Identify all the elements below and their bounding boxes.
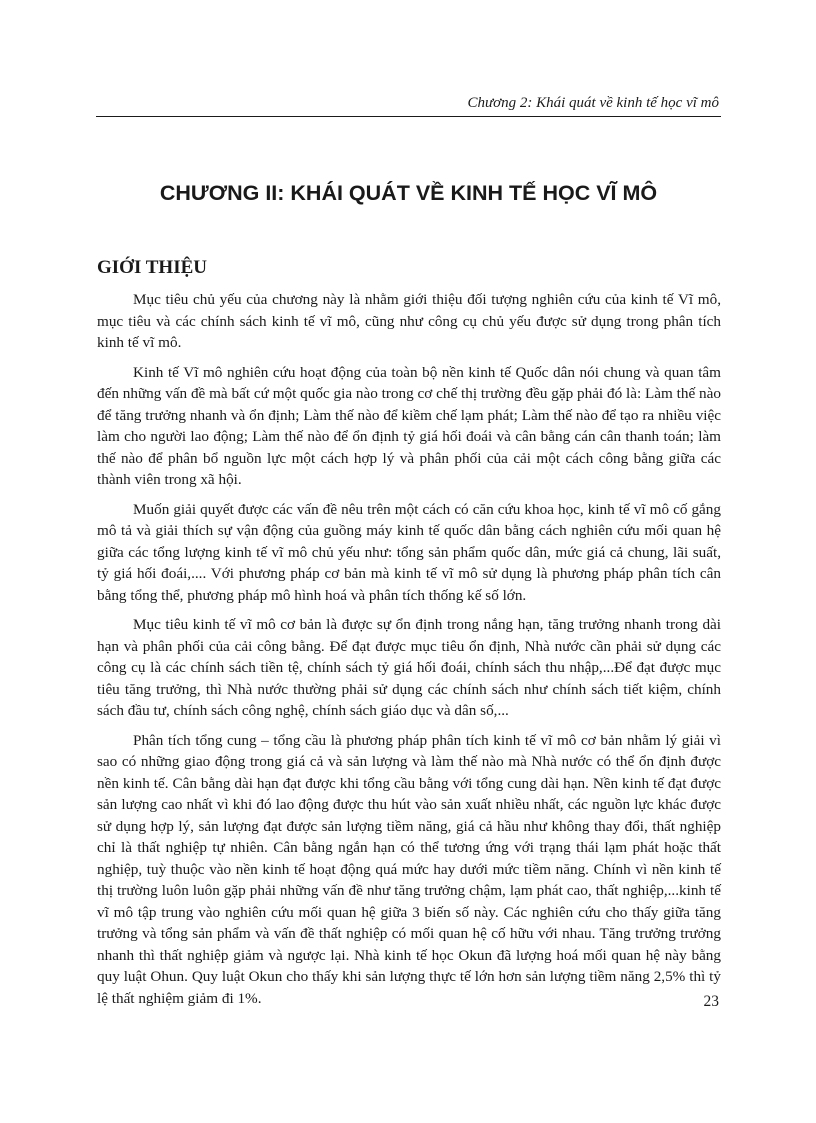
section-heading: GIỚI THIỆU	[97, 257, 207, 278]
running-header-title: Chương 2: Khái quát về kinh tế học vĩ mô	[467, 95, 719, 111]
body-text	[97, 289, 721, 1017]
paragraph: Kinh tế Vĩ mô nghiên cứu hoạt động của toàn bộ nền kinh tế Quốc dân nói chung và quan tâm đến những vấn đề mà bất cứ một quốc gia nào trong cơ chế thị trường đều gặp phải đó là: Làm thế nào để tăng trưởng nhanh và ổn định; Làm thế nào để kiềm chế lạm phát; Làm thế nào để tạo ra nhiều việc làm cho người lao động; Làm thế nào để ổn định tỷ giá hối đoái và cân bằng cán cân thanh toán; làm thế nào để phân bổ nguồn lực một cách hợp lý và phân phối của cải một cách công bằng giữa các thành viên trong xã hội.	[97, 363, 721, 488]
paragraph: Mục tiêu chủ yếu của chương này là nhằm giới thiệu đối tượng nghiên cứu của kinh tế Vĩ mô, mục tiêu và các chính sách kinh tế vĩ mô, cũng như công cụ chủ yếu được sử dụng trong phân tích kinh tế vĩ mô.	[97, 291, 721, 351]
header-divider	[96, 116, 721, 117]
chapter-title: CHƯƠNG II: KHÁI QUÁT VỀ KINH TẾ HỌC VĨ MÔ	[159, 181, 658, 205]
paragraph: Mục tiêu kinh tế vĩ mô cơ bản là được sự ổn định trong nắng hạn, tăng trưởng nhanh trong dài hạn và phân phối của cải công bằng. Để đạt được mục tiêu ổn định, Nhà nước cần phải sử dụng các công cụ là các chính sách tiền tệ, chính sách tỷ giá hối đoái, chính sách thu nhập,...Để đạt được mục tiêu tăng trưởng, thì Nhà nước thường phải sử dụng các chính sách như chính sách tiết kiệm, chính sách đầu tư, chính sách công nghệ, chính sách giáo dục và dân số,...	[97, 616, 721, 719]
paragraph: Phân tích tổng cung – tổng cầu là phương pháp phân tích kinh tế vĩ mô cơ bản nhằm lý giải vì sao có những giao động trong giá cả và sản lượng và làm thế nào mà Nhà nước có thể ổn định được nền kinh tế. Cân bằng dài hạn đạt được khi tổng cầu bằng với tổng cung dài hạn. Nền kinh tế đạt được sản lượng cao nhất vì khi đó lao động được thu hút vào sản xuất nhiều nhất, các nguồn lực khác được sử dụng hợp lý, sản lượng đạt được sản lượng tiềm năng, giá cả hầu như không thay đổi, thất nghiệp chỉ là thất nghiệp tự nhiên. Cân bằng ngắn hạn có thể tương ứng với trạng thái lạm phát hoặc thất nghiệp, tuỳ thuộc vào nền kinh tế hoạt động quá mức hay dưới mức tiềm năng. Chính vì nền kinh tế thị trường luôn luôn gặp phải những vấn đề như tăng trưởng chậm, lạm phát cao, thất nghiệp,...kinh tế vĩ mô tập trung vào nghiên cứu mối quan hệ giữa 3 biến số này. Các nghiên cứu cho thấy giữa tăng trưởng và tổng sản phẩm và vấn đề thất nghiệp có mối quan hệ cố hữu với nhau. Tăng trưởng trưởng nhanh thì thất nghiệp giảm và ngược lại. Nhà kinh tế học Okun đã lượng hoá mối quan hệ này bằng quy luật Ohun. Quy luật Okun cho thấy khi sản lượng thực tế lớn hơn sản lượng tiềm năng 2,5% thì tỷ lệ thất nghiệm giảm đi 1%.	[97, 731, 721, 1007]
page-number: 23	[703, 993, 719, 1010]
paragraph: Muốn giải quyết được các vấn đề nêu trên một cách có căn cứu khoa học, kinh tế vĩ mô cố gắng mô tả và giải thích sự vận động của guồng máy kinh tế quốc dân bằng cách nghiên cứu mối quan hệ giữa các tổng lượng kinh tế vĩ mô chủ yếu như: tổng sản phẩm quốc dân, mức giá cả chung, lãi suất, tỷ giá hối đoái,.... Với phương pháp cơ bản mà kinh tế vĩ mô sử dụng là phương pháp phân tích cân bằng tổng thể, phương pháp mô hình hoá và phân tích thống kế số lớn.	[97, 500, 721, 604]
